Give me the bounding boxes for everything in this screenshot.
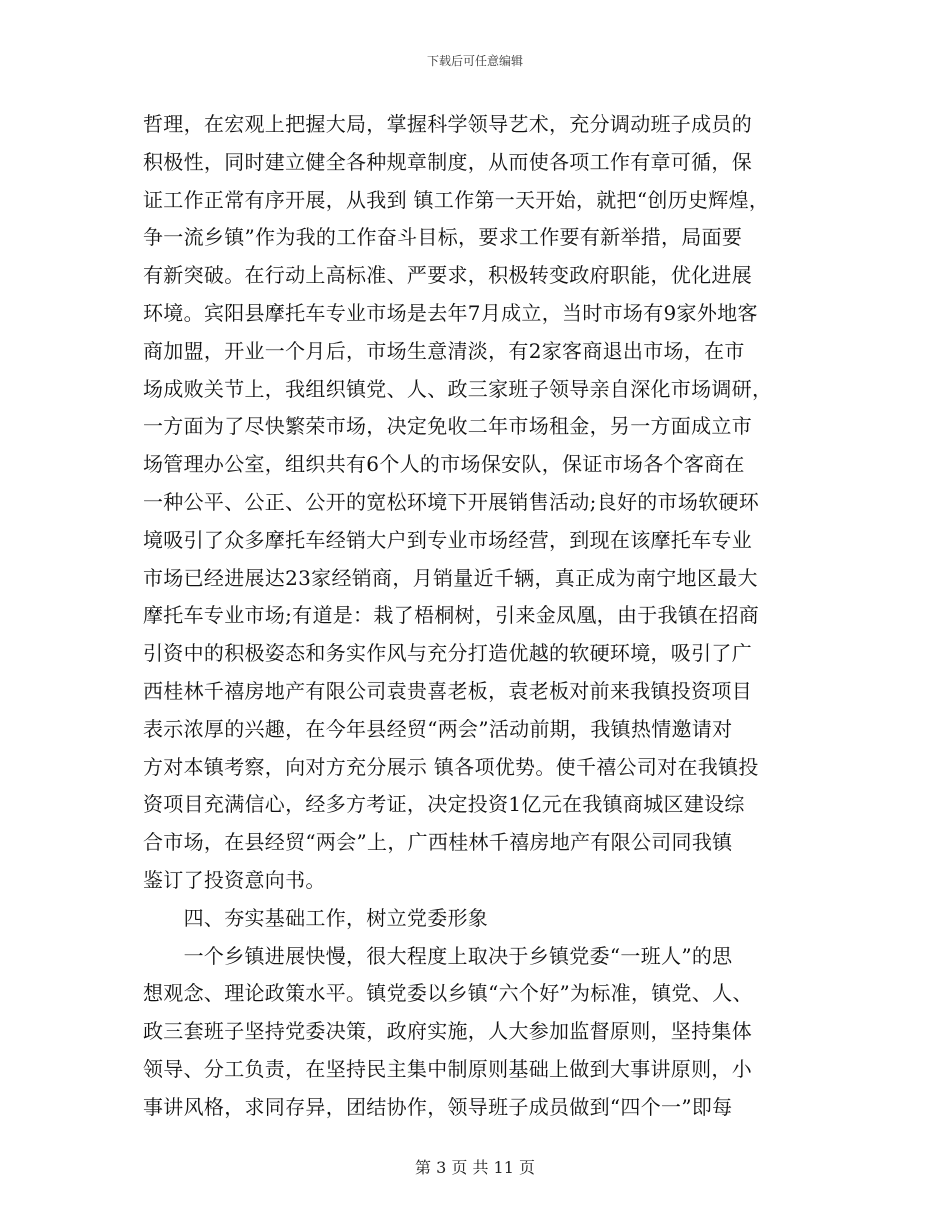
text-line: 证工作正常有序开展，从我到 镇工作第一天开始，就把“创历史辉煌， xyxy=(143,187,770,212)
text-line: 鉴订了投资意向书。 xyxy=(143,867,326,892)
text-line: 争一流乡镇”作为我的工作奋斗目标，要求工作要有新举措，局面要 xyxy=(143,225,743,250)
text-line: 方对本镇考察，向对方充分展示 镇各项优势。使千禧公司对在我镇投 xyxy=(143,754,759,779)
section-heading: 四、夯实基础工作，树立党委形象 xyxy=(143,905,489,930)
text-line: 一个乡镇进展快慢，很大程度上取决于乡镇党委“一班人”的思 xyxy=(143,943,733,968)
text-line: 一种公平、公正、公开的宽松环境下开展销售活动;良好的市场软硬环 xyxy=(143,489,760,514)
text-line: 政三套班子坚持党委决策，政府实施，人大参加监督原则，坚持集体 xyxy=(143,1019,752,1044)
page-number: 第 3 页 共 11 页 xyxy=(415,1158,535,1177)
text-line: 积极性，同时建立健全各种规章制度，从而使各项工作有章可循，保 xyxy=(143,149,752,174)
text-line: 想观念、理论政策水平。镇党委以乡镇“六个好”为标准，镇党、人、 xyxy=(143,981,753,1006)
text-line: 引资中的积极姿态和务实作风与充分打造优越的软硬环境，吸引了广 xyxy=(143,641,752,666)
text-line: 资项目充满信心，经多方考证，决定投资1亿元在我镇商城区建设综 xyxy=(143,792,745,817)
text-line: 哲理，在宏观上把握大局，掌握科学领导艺术，充分调动班子成员的 xyxy=(143,112,752,136)
text-line: 境吸引了众多摩托车经销大户到专业市场经营，到现在该摩托车专业 xyxy=(143,527,752,552)
text-line: 市场已经进展达23家经销商，月销量近千辆，真正成为南宁地区最大 xyxy=(143,565,758,590)
text-line: 合市场，在县经贸“两会”上，广西桂林千禧房地产有限公司同我镇 xyxy=(143,830,733,855)
text-line: 西桂林千禧房地产有限公司袁贵喜老板，袁老板对前来我镇投资项目 xyxy=(143,678,752,703)
text-line: 一方面为了尽快繁荣市场，决定免收二年市场租金，另一方面成立市 xyxy=(143,414,752,439)
text-line: 领导、分工负责，在坚持民主集中制原则基础上做到大事讲原则，小 xyxy=(143,1056,752,1081)
page-header: 下载后可任意编辑 xyxy=(426,54,523,68)
document-body xyxy=(143,106,833,1127)
text-line: 场管理办公室，组织共有6个人的市场保安队，保证市场各个客商在 xyxy=(143,452,745,477)
text-line: 场成败关节上，我组织镇党、人、政三家班子领导亲自深化市场调研， xyxy=(143,376,773,401)
text-line: 环境。宾阳县摩托车专业市场是去年7月成立，当时市场有9家外地客 xyxy=(143,300,758,325)
text-line: 事讲风格，求同存异，团结协作，领导班子成员做到“四个一”即每 xyxy=(143,1094,733,1119)
text-line: 有新突破。在行动上高标准、严要求，积极转变政府职能，优化进展 xyxy=(143,263,752,288)
text-line: 摩托车专业市场;有道是：栽了梧桐树，引来金凤凰，由于我镇在招商 xyxy=(143,603,760,628)
text-line: 商加盟，开业一个月后，市场生意清淡，有2家客商退出市场，在市 xyxy=(143,338,745,363)
text-line: 表示浓厚的兴趣，在今年县经贸“两会”活动前期，我镇热情邀请对 xyxy=(143,716,733,741)
